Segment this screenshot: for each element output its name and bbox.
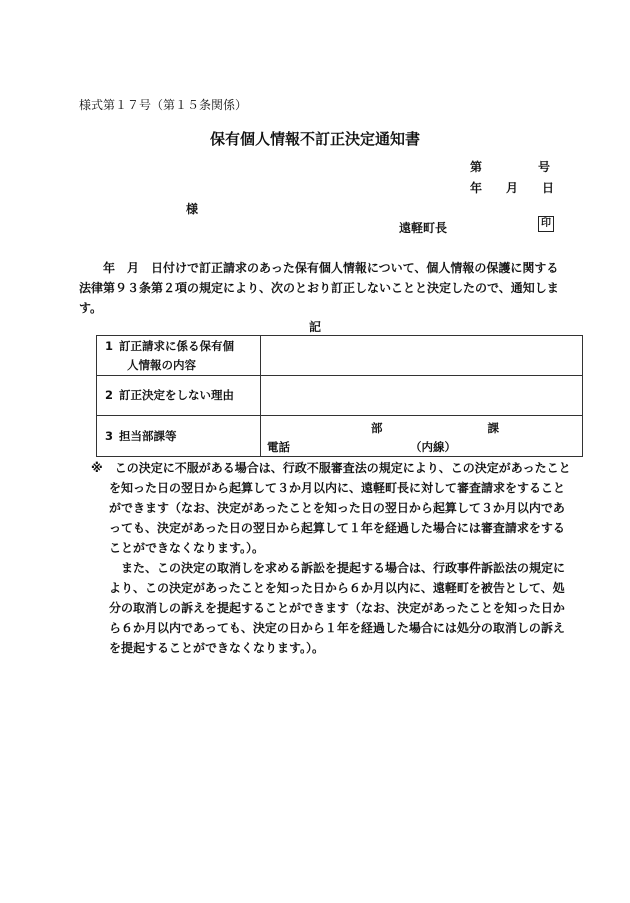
body-paragraph: [79, 258, 564, 318]
row1-label-b: 人情報の内容: [127, 357, 196, 372]
row3-value: [261, 416, 583, 457]
dept-bu: 部: [371, 421, 383, 435]
row2-label: [97, 376, 261, 416]
note-1: [91, 458, 571, 558]
table-row: [97, 376, 583, 416]
row2-number: 2: [105, 388, 114, 402]
row2-label-text: 訂正決定をしない理由: [119, 388, 234, 402]
document-title: 保有個人情報不訂正決定通知書: [209, 130, 420, 148]
body-text: 年 月 日付けで訂正請求のあった保有個人情報について、個人情報の保護に関する法律第９３条第２項の規定により、次のとおり訂正しないことと決定したので、通知します。: [79, 261, 559, 315]
doc-number-go: 号: [538, 160, 551, 174]
row3-number: 3: [105, 428, 114, 443]
form-number: 様式第１７号（第１５条関係）: [79, 98, 248, 112]
note-2-text: また、この決定の取消しを求める訴訟を提起する場合は、行政事件訴訟法の規定により、この決定があったことを知った日から６か月以内に、遠軽町を被告として、処分の取消しの訴えを提起することができます（なお、決定があったことを知った日から６か月以内であっても、決定の日から１年を経過した場合には処分の取消しの訴えを提起することができなくなります。）。: [109, 561, 566, 655]
row1-value: [261, 336, 583, 376]
date-day: 日: [542, 181, 555, 195]
addressee-suffix: 様: [186, 202, 199, 216]
dept-tel: 電話: [267, 440, 290, 454]
row1-number: 1: [105, 338, 114, 353]
details-table: [96, 335, 583, 457]
dept-ext: （内線）: [410, 440, 456, 454]
issuer-name: 遠軽町長: [399, 221, 448, 235]
note-1-text: この決定に不服がある場合は、行政不服審査法の規定により、この決定があったことを知った日の翌日から起算して３か月以内に、遠軽町長に対して審査請求をすることができます（なお、決定があったことを知った日の翌日から起算して３か月以内であっても、決定があった日の翌日から起算して１年を経過した場合には審査請求をすることができなくなります。）。: [109, 461, 571, 555]
note-mark: ※: [91, 461, 103, 475]
ki-heading: 記: [308, 320, 321, 334]
document-number: [470, 158, 550, 175]
document-date: [470, 179, 554, 196]
table-row: [97, 336, 583, 376]
date-month: 月: [506, 181, 519, 195]
date-year: 年: [470, 181, 483, 195]
row3-label-text: 担当部課等: [119, 428, 177, 443]
seal-mark: 印: [538, 216, 554, 232]
note-2: [91, 558, 571, 658]
dept-ka: 課: [487, 421, 499, 435]
table-row: [97, 416, 583, 457]
notes-section: [91, 458, 571, 658]
row3-label: [97, 416, 261, 457]
row1-label: [97, 336, 261, 376]
row1-label-a: 訂正請求に係る保有個: [119, 338, 234, 353]
row2-value: [261, 376, 583, 416]
doc-number-dai: 第: [470, 160, 483, 174]
